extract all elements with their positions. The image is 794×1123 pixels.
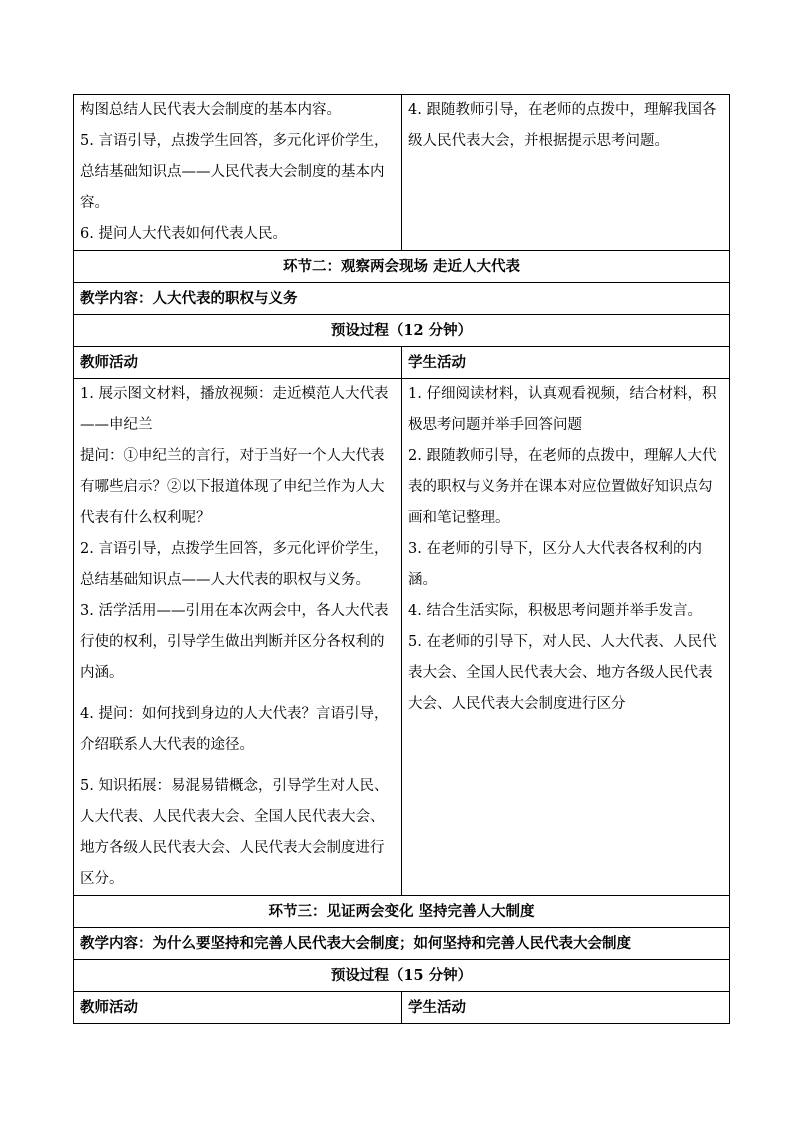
teaching-content: 教学内容：人大代表的职权与义务 xyxy=(74,283,730,315)
teacher-paragraph: 5. 知识拓展：易混易错概念，引导学生对人民、人大代表、人民代表大会、全国人民代表大会、地方各级人民代表大会、人民代表大会制度进行区分。 xyxy=(80,778,389,887)
student-paragraph: 4. 跟随教师引导，在老师的点拨中，理解我国各级人民代表大会，并根据提示思考问题。 xyxy=(408,102,717,149)
table-row xyxy=(74,960,730,992)
process-heading: 预设过程（12 分钟） xyxy=(74,315,730,347)
teacher-activity-header: 教师活动 xyxy=(74,347,402,379)
teacher-paragraph: 3. 活学活用——引用在本次两会中，各人大代表行使的权利，引导学生做出判断并区分各权利的内涵。 xyxy=(80,603,389,681)
table-row xyxy=(74,251,730,283)
student-paragraph: 5. 在老师的引导下，对人民、人大代表、人民代表大会、全国人民代表大会、地方各级人民代表大会、人民代表大会制度进行区分 xyxy=(408,634,717,712)
teacher-activity-cell xyxy=(74,379,402,896)
table-row xyxy=(74,992,730,1024)
table-row xyxy=(74,283,730,315)
teacher-activity-cell xyxy=(74,95,402,251)
table-row xyxy=(74,315,730,347)
student-activity-cell xyxy=(402,379,730,896)
section-title: 环节三：见证两会变化 坚持完善人大制度 xyxy=(74,896,730,928)
student-activity-header: 学生活动 xyxy=(402,992,730,1024)
section-title: 环节二：观察两会现场 走近人大代表 xyxy=(74,251,730,283)
teacher-paragraph: 4. 提问：如何找到身边的人大代表？言语引导，介绍联系人大代表的途径。 xyxy=(80,706,389,753)
teacher-paragraph: 提问：①申纪兰的言行，对于当好一个人大代表有哪些启示？②以下报道体现了申纪兰作为人大代表有什么权利呢？ xyxy=(80,448,385,526)
teacher-paragraph: 6. 提问人大代表如何代表人民。 xyxy=(80,226,287,242)
table-row xyxy=(74,928,730,960)
student-paragraph: 2. 跟随教师引导，在老师的点拨中，理解人大代表的职权与义务并在课本对应位置做好知识点勾画和笔记整理。 xyxy=(408,448,717,526)
teacher-activity-header: 教师活动 xyxy=(74,992,402,1024)
table-row xyxy=(74,379,730,896)
process-heading: 预设过程（15 分钟） xyxy=(74,960,730,992)
lesson-plan-table xyxy=(73,94,730,1024)
student-paragraph: 4. 结合生活实际，积极思考问题并举手发言。 xyxy=(408,603,702,619)
student-paragraph: 3. 在老师的引导下，区分人大代表各权利的内涵。 xyxy=(408,541,702,588)
teacher-paragraph: 5. 言语引导，点拨学生回答，多元化评价学生，总结基础知识点——人民代表大会制度的基本内容。 xyxy=(80,133,389,211)
student-activity-cell xyxy=(402,95,730,251)
teacher-paragraph: 2. 言语引导，点拨学生回答，多元化评价学生，总结基础知识点——人大代表的职权与义务。 xyxy=(80,541,389,588)
teacher-paragraph: 1. 展示图文材料，播放视频：走近模范人大代表——申纪兰 xyxy=(80,386,389,433)
student-paragraph: 1. 仔细阅读材料，认真观看视频，结合材料，积极思考问题并举手回答问题 xyxy=(408,386,717,433)
student-activity-header: 学生活动 xyxy=(402,347,730,379)
table-row xyxy=(74,347,730,379)
table-row xyxy=(74,95,730,251)
table-row xyxy=(74,896,730,928)
teaching-content: 教学内容：为什么要坚持和完善人民代表大会制度；如何坚持和完善人民代表大会制度 xyxy=(74,928,730,960)
teacher-paragraph: 构图总结人民代表大会制度的基本内容。 xyxy=(80,102,341,118)
